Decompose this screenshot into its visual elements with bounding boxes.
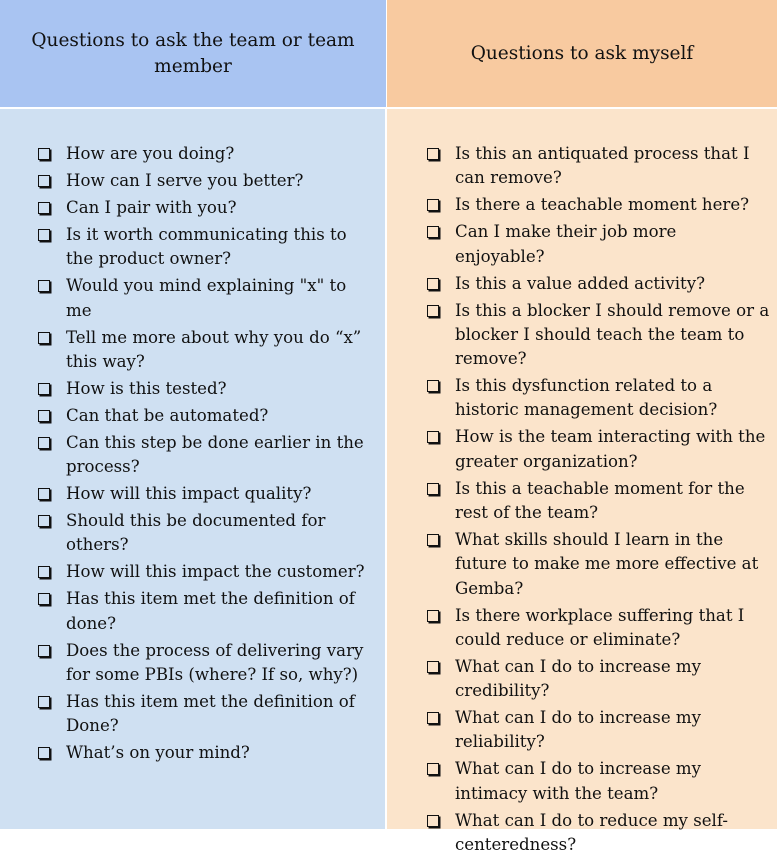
checkbox-bullet-icon <box>427 305 439 317</box>
checkbox-bullet-icon <box>38 488 50 500</box>
question-text: Has this item met the definition of Done? <box>66 691 355 736</box>
question-text: Has this item met the definition of done? <box>66 589 355 633</box>
question-item <box>38 431 377 480</box>
checkbox-bullet-icon <box>427 712 439 724</box>
checkbox-bullet-icon <box>38 747 50 759</box>
question-text: Can that be automated? <box>66 405 269 425</box>
checkbox-bullet-icon <box>38 410 50 422</box>
checkbox-bullet-icon <box>38 229 50 241</box>
question-text: How is this tested? <box>66 378 227 398</box>
question-text: What can I do to increase my credibility? <box>455 656 702 701</box>
question-text: What can I do to increase my reliability? <box>455 708 702 752</box>
checkbox-bullet-icon <box>38 566 50 578</box>
checkbox-bullet-icon <box>38 593 50 605</box>
checkbox-bullet-icon <box>38 332 50 344</box>
checkbox-bullet-icon <box>427 610 439 622</box>
question-item <box>38 196 377 220</box>
checkbox-bullet-icon <box>427 661 439 673</box>
question-text: Can I pair with you? <box>66 197 237 217</box>
checkbox-bullet-icon <box>427 380 439 392</box>
question-text: What’s on your mind? <box>66 743 250 763</box>
question-text: Is there workplace suffering that I could reduce or eliminate? <box>455 605 745 649</box>
question-text: Would you mind explaining "x" to me <box>66 276 347 320</box>
checkbox-bullet-icon <box>427 483 439 495</box>
question-item <box>38 404 377 428</box>
checkbox-bullet-icon <box>427 148 439 160</box>
question-item <box>38 639 377 688</box>
question-item <box>427 706 771 755</box>
question-item <box>38 274 377 323</box>
question-item <box>38 690 377 739</box>
question-item <box>427 757 771 806</box>
question-item <box>427 604 771 653</box>
checkbox-bullet-icon <box>427 226 439 238</box>
question-text: What can I do to reduce my self-centeredness? <box>455 810 729 854</box>
left-question-list <box>0 109 385 765</box>
checkbox-bullet-icon <box>427 815 439 827</box>
question-item <box>38 326 377 375</box>
question-item <box>427 655 771 704</box>
question-item <box>38 509 377 558</box>
checkbox-bullet-icon <box>38 202 50 214</box>
question-item <box>427 299 771 372</box>
question-item <box>427 477 771 526</box>
question-text: How can I serve you better? <box>66 170 304 190</box>
question-text: Is this an antiquated process that I can remove? <box>455 144 750 188</box>
question-text: Is it worth communicating this to the product owner? <box>66 224 347 269</box>
checkbox-bullet-icon <box>427 534 439 546</box>
question-item <box>38 560 377 584</box>
question-text: Can this step be done earlier in the process? <box>66 432 364 477</box>
question-text: Is this a teachable moment for the rest of the team? <box>455 478 745 522</box>
checkbox-bullet-icon <box>38 437 50 449</box>
question-text: Is this a blocker I should remove or a blocker I should teach the team to remove? <box>455 300 770 369</box>
question-text: What skills should I learn in the future to make me more effective at Gemba? <box>455 529 759 598</box>
question-text: Can I make their job more enjoyable? <box>455 222 677 266</box>
question-text: Is this a value added activity? <box>455 273 705 293</box>
question-text: Should this be documented for others? <box>66 511 326 555</box>
question-item <box>427 425 771 474</box>
question-item <box>38 169 377 193</box>
question-item <box>38 377 377 401</box>
question-text: Is there a teachable moment here? <box>455 195 750 215</box>
checkbox-bullet-icon <box>427 431 439 443</box>
checkbox-bullet-icon <box>38 645 50 657</box>
right-column-header <box>387 0 777 109</box>
checkbox-bullet-icon <box>427 763 439 775</box>
question-text: Is this dysfunction related to a historic management decision? <box>455 376 718 420</box>
question-item <box>427 142 771 191</box>
checkbox-bullet-icon <box>427 278 439 290</box>
left-column-body <box>0 109 387 829</box>
checkbox-bullet-icon <box>427 199 439 211</box>
question-item <box>38 223 377 272</box>
question-item <box>38 587 377 636</box>
question-text: Tell me more about why you do “x” this way? <box>66 327 362 371</box>
left-header-text: Questions to ask the team or team member <box>31 29 355 77</box>
checkbox-bullet-icon <box>38 696 50 708</box>
question-text: How will this impact the customer? <box>66 562 365 582</box>
question-item <box>427 374 771 423</box>
checkbox-bullet-icon <box>38 175 50 187</box>
question-item <box>427 220 771 269</box>
question-text: Does the process of delivering vary for some PBIs (where? If so, why?) <box>66 640 364 684</box>
left-column-header <box>0 0 387 109</box>
right-header-text: Questions to ask myself <box>470 42 694 64</box>
question-text: What can I do to increase my intimacy with the team? <box>455 759 702 803</box>
question-item <box>427 272 771 296</box>
question-item <box>38 482 377 506</box>
checkbox-bullet-icon <box>38 148 50 160</box>
question-item <box>427 193 771 217</box>
right-column-body <box>387 109 777 854</box>
question-text: How will this impact quality? <box>66 484 312 504</box>
question-text: How is the team interacting with the greater organization? <box>455 427 766 471</box>
checkbox-bullet-icon <box>38 280 50 292</box>
question-item <box>38 741 377 765</box>
right-question-list <box>387 109 777 857</box>
checkbox-bullet-icon <box>38 515 50 527</box>
question-text: How are you doing? <box>66 144 235 163</box>
question-item <box>427 809 771 857</box>
checkbox-bullet-icon <box>38 383 50 395</box>
question-item <box>38 142 377 166</box>
question-item <box>427 528 771 601</box>
